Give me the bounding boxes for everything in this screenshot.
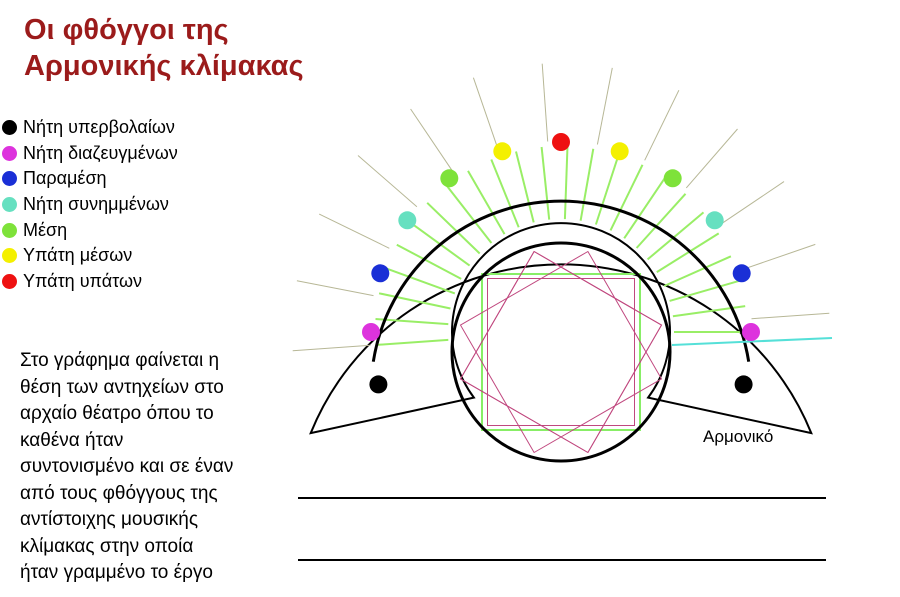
upper-radial-line [645,90,679,160]
upper-radial-line [742,244,816,269]
legend-label: Νήτη συνημμένων [23,194,169,215]
lower-radial-line [648,212,704,259]
caption-line: καθένα ήταν [20,429,124,451]
harmonic-square [461,252,662,453]
caption-line: αντίστοιχης μουσικής [20,509,199,530]
resonator-dot [742,323,760,341]
resonator-dot [733,264,751,282]
caption-line: θέση των αντηχείων στο [20,376,224,398]
legend-label: Παραμέση [23,168,107,189]
harmonic-square [461,252,662,453]
lower-radial-line [427,203,480,254]
resonator-dot [706,211,724,229]
cavea-outline [311,223,812,433]
resonator-dot [371,264,389,282]
upper-radial-line [686,129,737,188]
resonator-dot [664,169,682,187]
lower-radial-line [565,146,568,219]
harmonic-square [488,279,635,426]
lower-radial-line [596,155,619,224]
harmonic-square [461,252,662,453]
lower-radial-line [670,281,740,301]
answer-line [298,559,826,561]
lower-radial-line [542,147,550,220]
resonator-dot [362,323,380,341]
caption-line: Στο γράφημα φαίνεται η [20,350,220,371]
orchestra-circle [452,243,670,461]
upper-radial-line [319,214,389,248]
legend-label: Νήτη διαζευγμένων [23,142,178,163]
legend-label: Νήτη υπερβολαίων [23,117,175,138]
title-line-1: Οι φθόγγοι της [24,14,229,46]
theatre-structure [293,64,832,461]
upper-radial-line [752,313,830,319]
answer-line [298,497,826,499]
orchestra-square [482,274,640,430]
resonator-dot [369,375,387,393]
upper-radial-line [473,78,498,152]
legend-label: Υπάτη υπάτων [23,270,143,291]
scale-label: Αρμονικό [703,427,774,446]
upper-radial-line [411,109,455,174]
lower-radial-line [581,149,594,221]
resonator-dot [611,142,629,160]
upper-radial-line [719,182,784,226]
lower-radial-line [386,268,455,293]
title-line-2: Αρμονικής κλίμακας [24,50,304,82]
resonator-dot [493,142,511,160]
lower-radial-line [516,152,534,223]
legend-label: Υπάτη μέσων [23,245,133,266]
legend-label: Μέση [23,219,68,240]
lower-radial-line [397,245,461,279]
lower-radial-line [611,165,643,231]
caption-line: συντονισμένο και σε έναν [20,456,234,477]
upper-radial-line [597,68,612,145]
upper-radial-line [542,64,548,142]
upper-radial-line [293,345,371,351]
caption-line: κλίμακας στην οποία [20,535,194,557]
caption-line: ήταν γραμμένο το έργο [20,562,213,583]
caption-line: από τους φθόγγους της [20,482,218,504]
resonator-dot [735,375,753,393]
caption-line: αρχαίο θέατρο όπου το [20,403,214,424]
resonator-dot [440,169,458,187]
upper-radial-line [358,156,417,207]
resonator-dot [398,211,416,229]
upper-radial-line [297,281,374,296]
resonator-dot [552,133,570,151]
